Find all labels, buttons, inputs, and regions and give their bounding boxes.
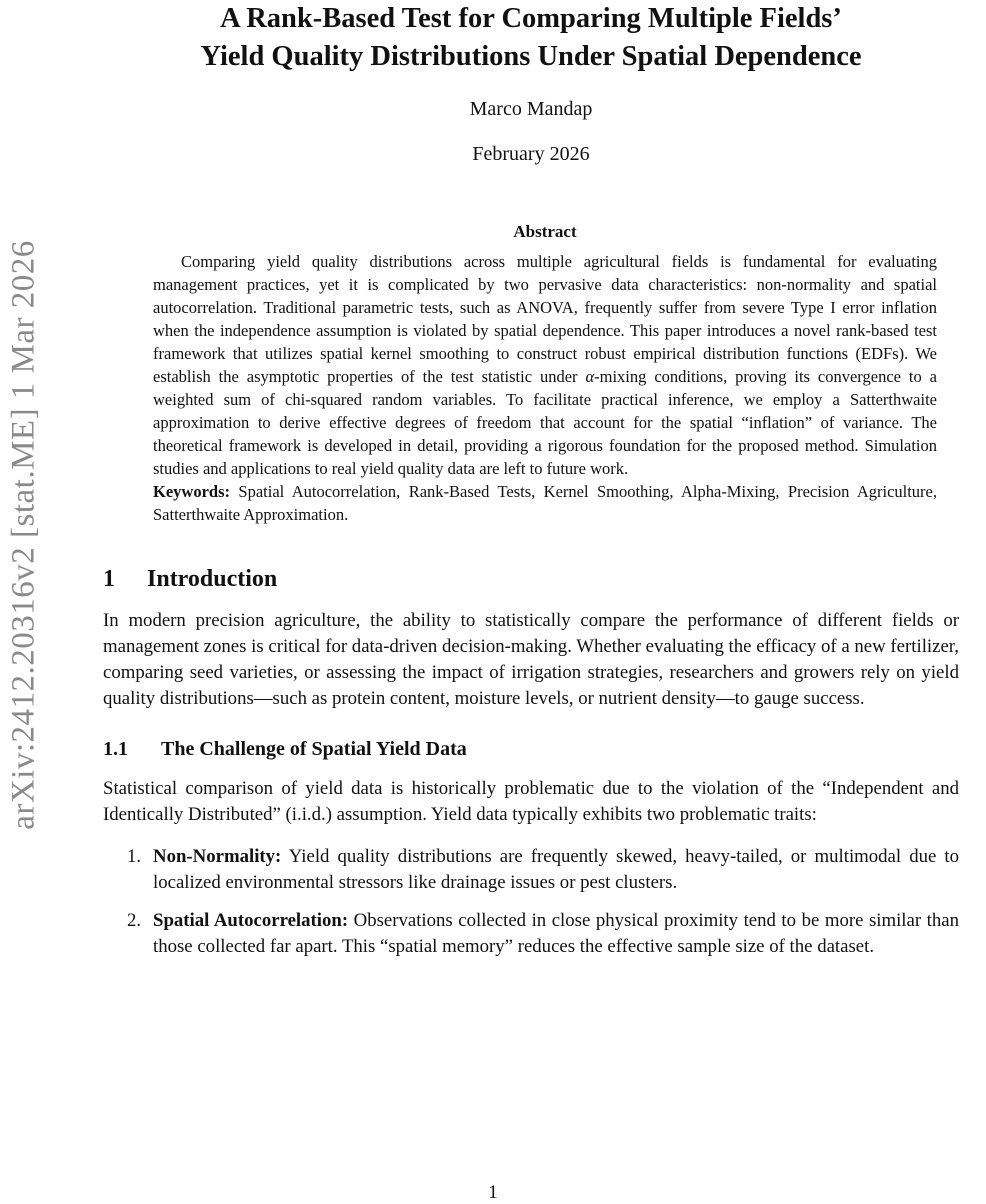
subsection-title: The Challenge of Spatial Yield Data bbox=[161, 738, 467, 760]
abstract-text-part-1: Comparing yield quality distributions across multiple agricultural fields is fundamental for evaluating management practices, yet it is complicated by two pervasive data characteristics: non-normality and spatial autocorrelation. Traditional parametric tests, such as ANOVA, frequently suffer from severe Type I error inflation when the independence assumption is violated by spatial dependence. This paper introduces a novel rank-based test framework that utilizes spatial kernel smoothing to construct robust empirical distribution functions (EDFs). We establish the asymptotic properties of the test statistic under bbox=[153, 252, 937, 386]
page-number: 1 bbox=[488, 1182, 498, 1203]
title-line-2: Yield Quality Distributions Under Spatial Dependence bbox=[200, 41, 862, 72]
traits-list bbox=[103, 844, 959, 960]
list-item bbox=[127, 908, 959, 960]
list-marker: 2. bbox=[127, 910, 142, 931]
publication-date: February 2026 bbox=[472, 143, 590, 165]
list-item-text: Yield quality distributions are frequently skewed, heavy-tailed, or multimodal due to localized environmental stressors like drainage issues or pest clusters. bbox=[153, 846, 960, 893]
arxiv-identifier: arXiv:2412.20316v2 [stat.ME] 1 Mar 2026 bbox=[5, 240, 42, 830]
arxiv-sidebar bbox=[0, 0, 50, 900]
section-heading-introduction bbox=[103, 564, 959, 594]
abstract-heading: Abstract bbox=[513, 222, 577, 241]
paper-title bbox=[103, 0, 959, 76]
keywords-text: Spatial Autocorrelation, Rank-Based Tests, Kernel Smoothing, Alpha-Mixing, Precision Agriculture, Satterthwaite Approximation. bbox=[153, 482, 937, 524]
list-item-label: Spatial Autocorrelation: bbox=[153, 910, 349, 931]
paper-page bbox=[103, 0, 959, 972]
list-item-text: Observations collected in close physical proximity tend to be more similar than those collected far apart. This “spatial memory” reduces the effective sample size of the dataset. bbox=[153, 910, 959, 957]
keywords-label: Keywords: bbox=[153, 482, 230, 501]
list-item bbox=[127, 844, 960, 896]
subsection-number: 1.1 bbox=[103, 738, 128, 760]
section-title: Introduction bbox=[147, 566, 278, 592]
alpha-symbol: α bbox=[585, 367, 595, 386]
keywords-line bbox=[153, 480, 937, 526]
section-number: 1 bbox=[103, 566, 115, 592]
subsection-heading-challenge bbox=[103, 736, 959, 762]
abstract-text bbox=[153, 250, 937, 480]
list-item-label: Non-Normality: bbox=[153, 846, 282, 867]
challenge-paragraph: Statistical comparison of yield data is historically problematic due to the violation of the “Independent and Identically Distributed” (i.i.d.) assumption. Yield data typically exhibits two problematic traits: bbox=[103, 778, 959, 825]
title-line-1: A Rank-Based Test for Comparing Multiple Fields’ bbox=[220, 3, 842, 34]
introduction-paragraph: In modern precision agriculture, the ability to statistically compare the performance of different fields or management zones is critical for data-driven decision-making. Whether evaluating the efficacy of a new fertilizer, comparing seed varieties, or assessing the impact of irrigation strategies, researchers and growers rely on yield quality distributions—such as protein content, moisture levels, or nutrient density—to gauge success. bbox=[103, 610, 959, 709]
list-marker: 1. bbox=[127, 846, 142, 867]
author-name: Marco Mandap bbox=[469, 98, 593, 120]
abstract-block bbox=[153, 222, 937, 526]
abstract-text-part-2: -mixing conditions, proving its convergence to a weighted sum of chi-squared random variables. To facilitate practical inference, we employ a Satterthwaite approximation to derive effective degrees of freedom that account for the spatial “inflation” of variance. The theoretical framework is developed in detail, providing a rigorous foundation for the proposed method. Simulation studies and applications to real yield quality data are left to future work. bbox=[153, 367, 937, 478]
